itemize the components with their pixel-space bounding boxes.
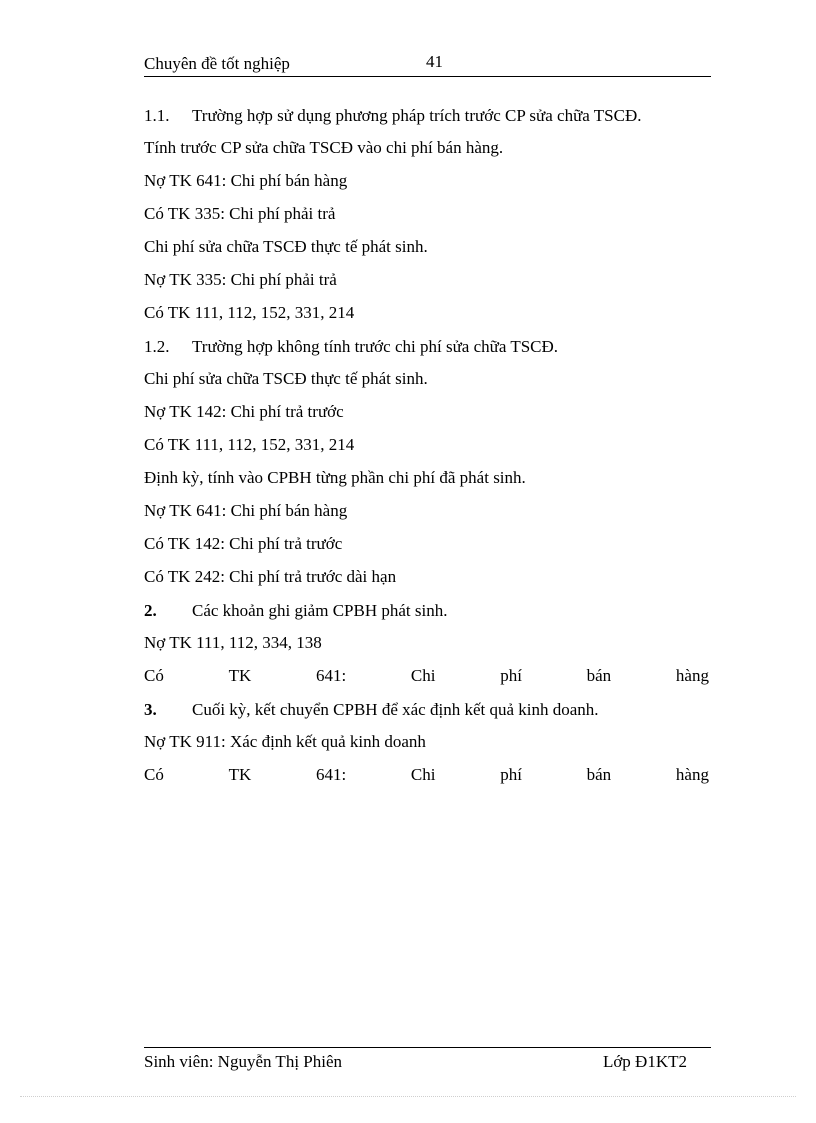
word: bán [586, 765, 612, 784]
page-number: 41 [426, 52, 443, 71]
paragraph-line: Tính trước CP sửa chữa TSCĐ vào chi phí bán hàng. [144, 138, 504, 157]
word: 641: [315, 666, 347, 685]
student-name: Sinh viên: Nguyễn Thị Phiên [144, 1052, 343, 1071]
page-header [144, 50, 711, 77]
journal-entry-debit: Nợ TK 335: Chi phí phải trả [144, 270, 337, 289]
journal-entry-credit-justified [144, 765, 709, 785]
journal-entry-debit: Nợ TK 641: Chi phí bán hàng [144, 171, 348, 190]
journal-entry-credit: Có TK 142: Chi phí trả trước [144, 534, 343, 553]
paragraph-line: Định kỳ, tính vào CPBH từng phần chi phí đã phát sinh. [144, 468, 526, 487]
word: Có [144, 666, 164, 685]
journal-entry-credit: Có TK 335: Chi phí phải trả [144, 204, 336, 223]
journal-entry-credit: Có TK 111, 112, 152, 331, 214 [144, 435, 355, 454]
word: Chi [410, 666, 436, 685]
word: TK [228, 765, 252, 784]
word: Chi [410, 765, 436, 784]
section-heading-3 [144, 700, 599, 720]
section-heading-1-1 [144, 106, 642, 126]
journal-entry-credit: Có TK 242: Chi phí trả trước dài hạn [144, 567, 397, 586]
journal-entry-debit: Nợ TK 111, 112, 334, 138 [144, 633, 322, 652]
section-number: 1.2. [144, 337, 170, 356]
paragraph-line: Chi phí sửa chữa TSCĐ thực tế phát sinh. [144, 369, 428, 388]
section-title: Trường hợp không tính trước chi phí sửa chữa TSCĐ. [192, 337, 559, 356]
word: TK [228, 666, 252, 685]
journal-entry-credit-justified [144, 666, 709, 686]
journal-entry-debit: Nợ TK 641: Chi phí bán hàng [144, 501, 348, 520]
section-number: 2. [144, 601, 157, 620]
section-heading-2 [144, 601, 447, 621]
paragraph-line: Chi phí sửa chữa TSCĐ thực tế phát sinh. [144, 237, 428, 256]
section-title: Các khoản ghi giảm CPBH phát sinh. [192, 601, 448, 620]
journal-entry-debit: Nợ TK 142: Chi phí trả trước [144, 402, 344, 421]
journal-entry-credit: Có TK 111, 112, 152, 331, 214 [144, 303, 355, 322]
page-boundary-divider [20, 1096, 796, 1097]
word: bán [586, 666, 612, 685]
page-footer [144, 1047, 711, 1078]
section-number: 3. [144, 700, 157, 719]
document-title: Chuyên đề tốt nghiệp [144, 54, 290, 73]
word: hàng [675, 765, 709, 784]
word: phí [500, 666, 522, 685]
word: 641: [315, 765, 347, 784]
word: hàng [675, 666, 709, 685]
word: Có [144, 765, 164, 784]
section-title: Cuối kỳ, kết chuyển CPBH để xác định kết quả kinh doanh. [192, 700, 599, 719]
section-heading-1-2 [144, 337, 558, 357]
class-code: Lớp Đ1KT2 [602, 1052, 687, 1071]
journal-entry-debit: Nợ TK 911: Xác định kết quả kinh doanh [144, 732, 426, 751]
section-title: Trường hợp sử dụng phương pháp trích trước CP sửa chữa TSCĐ. [192, 106, 642, 125]
word: phí [500, 765, 522, 784]
section-number: 1.1. [144, 106, 170, 125]
